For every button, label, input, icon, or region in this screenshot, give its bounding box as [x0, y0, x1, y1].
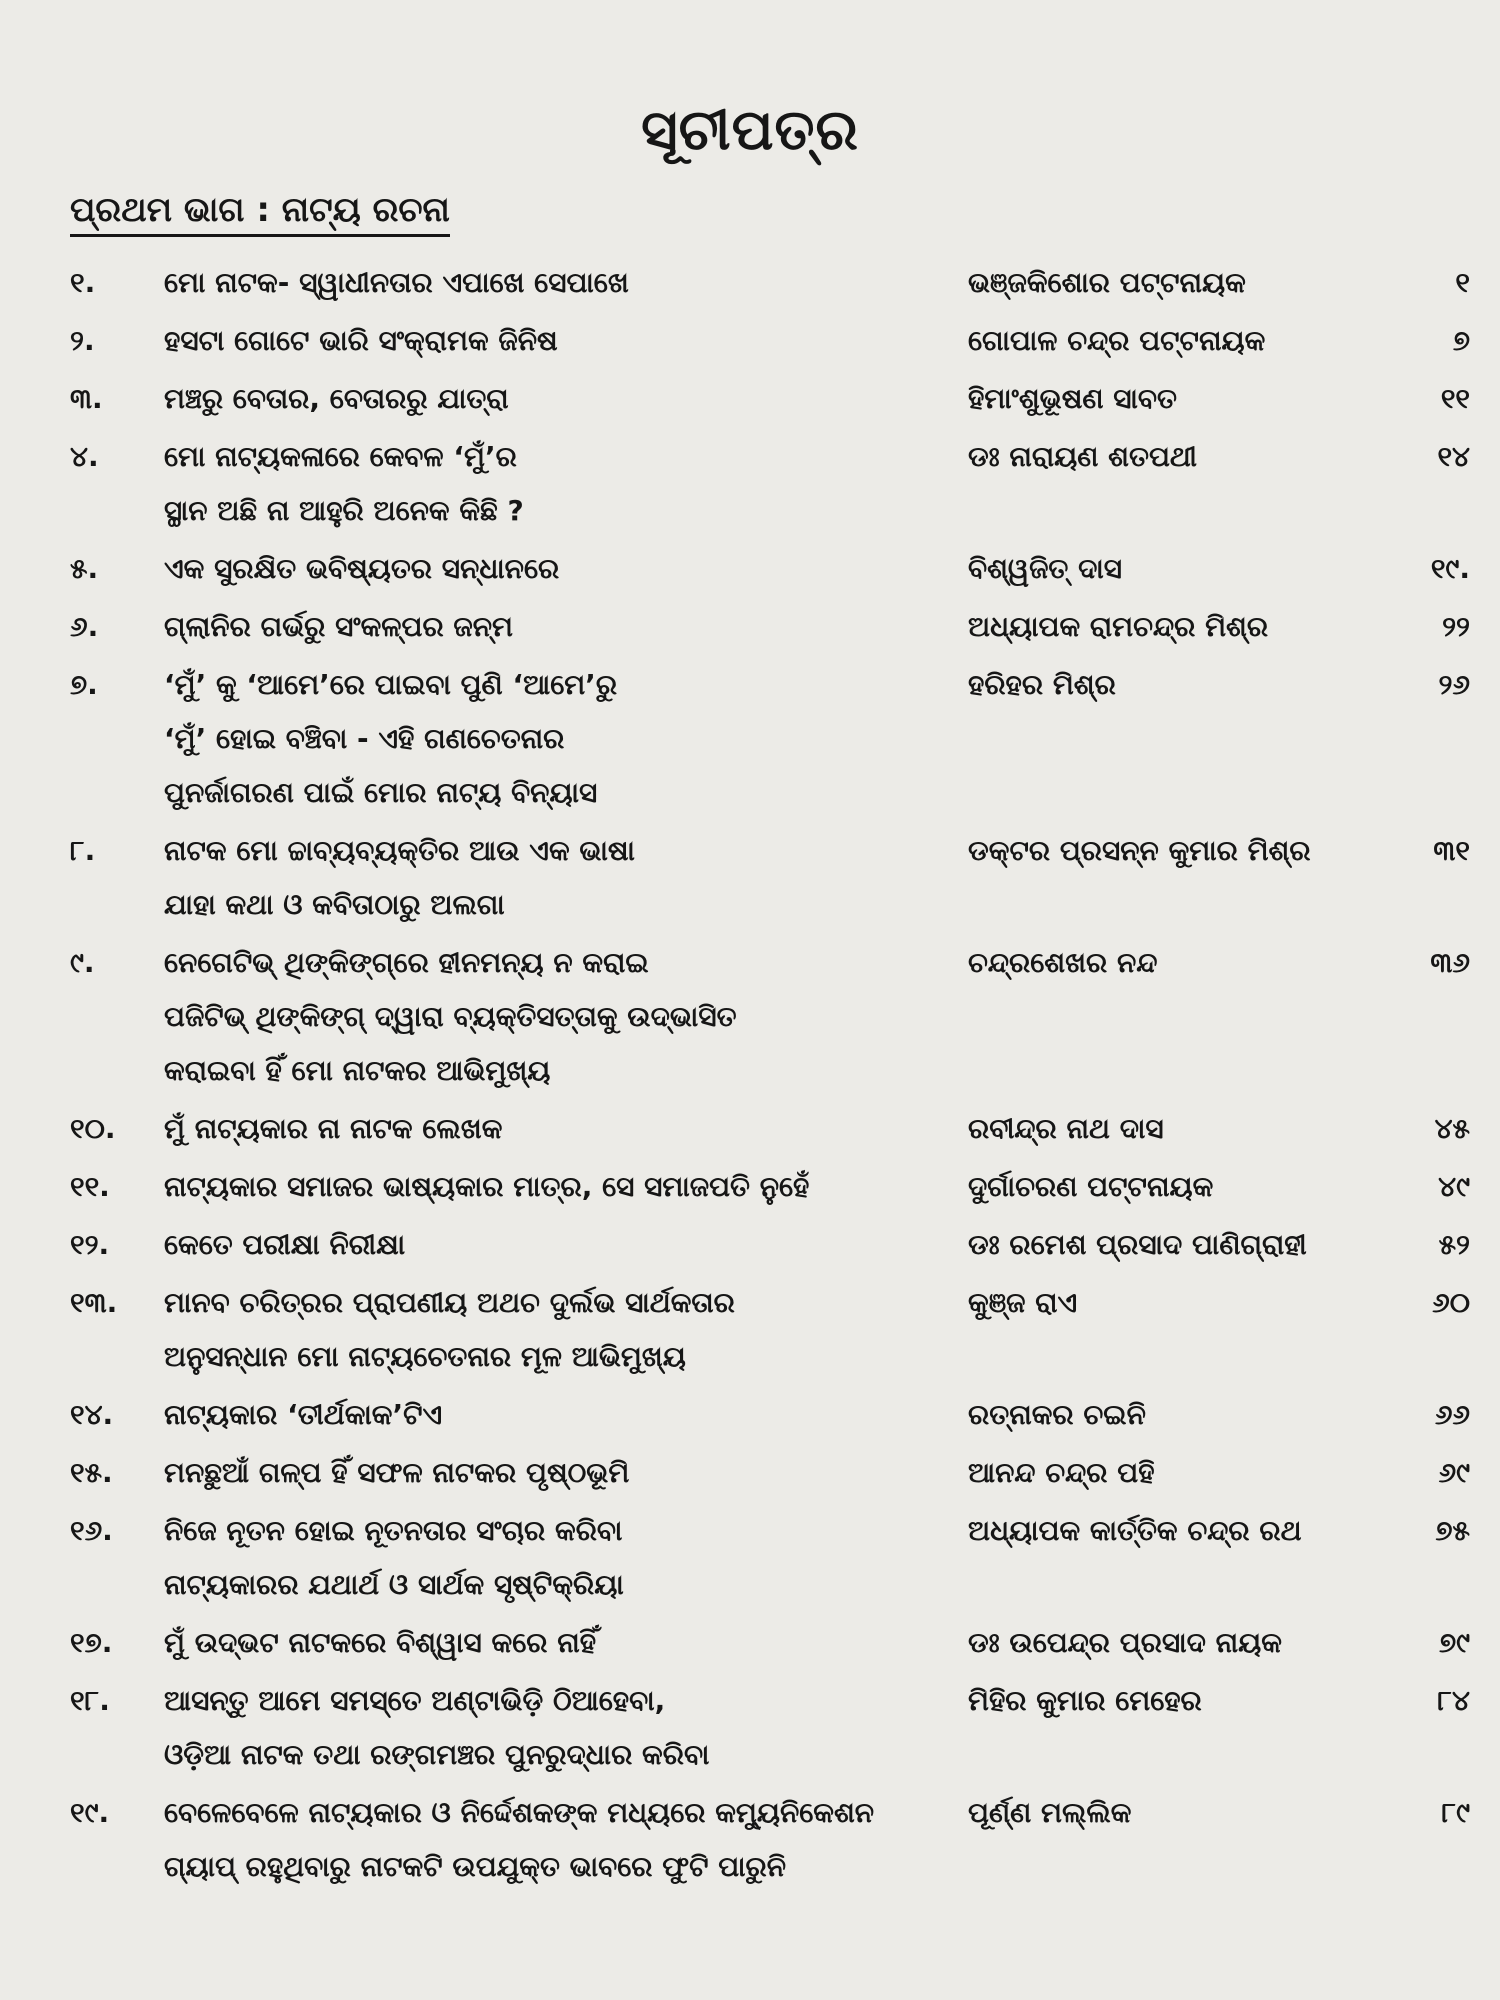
toc-entry-number: ୫.: [70, 552, 99, 585]
toc-entry: [0, 372, 1500, 430]
toc-entry-number: ୭.: [70, 668, 98, 701]
toc-entry-title-line: ‘ମୁଁ’ ହୋଇ ବଞ୍ଚିବା - ଏହି ଗଣଚେତନାର: [164, 722, 565, 755]
toc-entry-title-line: ଆସନ୍ତୁ ଆମେ ସମସ୍ତେ ଅଣ୍ଟାଭିଡ଼ି ଠିଆହେବା,: [164, 1684, 666, 1717]
toc-entry-title-line: ନିଜେ ନୂତନ ହୋଇ ନୂତନତାର ସଂଚାର କରିବା: [164, 1514, 623, 1547]
toc-entry-title-line: ମୁଁ ନାଟ୍ୟକାର ନା ନାଟକ ଲେଖକ: [164, 1112, 503, 1145]
toc-entry: [0, 1674, 1500, 1786]
toc-entry-title-line: ବେଳେବେଳେ ନାଟ୍ୟକାର ଓ ନିର୍ଦ୍ଦେଶକଙ୍କ ମଧ୍ୟରେ କମ୍ୟୁନିକେଶନ: [164, 1796, 875, 1829]
section-heading: ପ୍ରଥମ ଭାଗ : ନାଟ୍ୟ ରଚନା: [70, 190, 450, 237]
toc-entry-number: ୨.: [70, 324, 95, 357]
toc-entry-title-line: ମୋ ନାଟକ- ସ୍ୱାଧୀନତାର ଏପାଖେ ସେପାଖେ: [164, 266, 629, 299]
toc-entry-page-number: ୩୬: [1430, 946, 1470, 979]
toc-entry-title: [164, 256, 954, 310]
toc-entry-page-number: ୧୧: [1440, 382, 1470, 415]
toc-entry-title-line: ପୁନର୍ଜାଗରଣ ପାଇଁ ମୋର ନାଟ୍ୟ ବିନ୍ୟାସ: [164, 776, 598, 809]
toc-entry-author: ଡଃ ରମେଶ ପ୍ରସାଦ ପାଣିଗ୍ରାହୀ: [968, 1228, 1307, 1261]
toc-entry-number: ୧୯.: [70, 1796, 110, 1829]
toc-entry: [0, 658, 1500, 824]
toc-entry-author: ଦୁର୍ଗାଚରଣ ପଟ୍ଟନାୟକ: [968, 1170, 1214, 1203]
toc-entry-title-line: ଗ୍ଲାନିର ଗର୍ଭରୁ ସଂକଳ୍ପର ଜନ୍ମ: [164, 610, 514, 643]
toc-entry-page-number: ୧୯.: [1430, 552, 1470, 585]
toc-entry-page-number: ୭: [1452, 324, 1470, 357]
toc-entry-page-number: ୨୨: [1442, 610, 1470, 643]
toc-entry-title-line: କେତେ ପରୀକ୍ଷା ନିରୀକ୍ଷା: [164, 1228, 406, 1261]
toc-entry-title-line: ମାନବ ଚରିତ୍ରର ପ୍ରାପଣୀୟ ଅଥଚ ଦୁର୍ଲଭ ସାର୍ଥକତାର: [164, 1286, 735, 1319]
toc-entry-page-number: ୧୪: [1437, 440, 1470, 473]
toc-entry: [0, 542, 1500, 600]
toc-entry-page-number: ୭୯: [1438, 1626, 1470, 1659]
toc-entry-title-line: କରାଇବା ହିଁ ମୋ ନାଟକର ଆଭିମୁଖ୍ୟ: [164, 1054, 551, 1087]
toc-entry-page-number: ୬୯: [1438, 1456, 1470, 1489]
toc-entry-page-number: ୬୬: [1434, 1398, 1470, 1431]
toc-entry-title-line: ନାଟ୍ୟକାର ‘ତୀର୍ଥକାକ’ଟିଏ: [164, 1398, 443, 1431]
toc-entry: [0, 1504, 1500, 1616]
toc-entry-title-line: ମୁଁ ଉଦ୍ଭଟ ନାଟକରେ ବିଶ୍ୱାସ କରେ ନାହିଁ: [164, 1626, 597, 1659]
toc-entry-title: [164, 1616, 954, 1670]
toc-entry-number: ୧.: [70, 266, 96, 299]
toc-entry-title: [164, 658, 954, 820]
toc-entry: [0, 936, 1500, 1102]
toc-entry-number: ୧୩.: [70, 1286, 118, 1319]
toc-entry-title: [164, 430, 954, 538]
toc-entry-title: [164, 824, 954, 932]
toc-entry-title: [164, 372, 954, 426]
toc-entry-title-line: ନେଗେଟିଭ୍ ଥିଙ୍କିଙ୍ଗ୍‌ରେ ହୀନମନ୍ୟ ନ କରାଇ: [164, 946, 649, 979]
toc-entry-title: [164, 1276, 954, 1384]
toc-entry-author: ହରିହର ମିଶ୍ର: [968, 668, 1116, 701]
toc-entry: [0, 1102, 1500, 1160]
toc-entry-page-number: ୨୬: [1438, 668, 1470, 701]
toc-entry-title-line: ଗ୍ୟାପ୍ ରହୁଥିବାରୁ ନାଟକଟି ଉପଯୁକ୍ତ ଭାବରେ ଫୁଟି ପାରୁନି: [164, 1850, 787, 1883]
toc-entry: [0, 1616, 1500, 1674]
toc-entry-number: ୧୨.: [70, 1228, 110, 1261]
page-title: ସୂଚୀପତ୍ର: [641, 98, 859, 163]
toc-entry-author: ବିଶ୍ୱଜିତ୍ ଦାସ: [968, 552, 1123, 585]
toc-entry-title-line: ପଜିଟିଭ୍ ଥିଙ୍କିଙ୍ଗ୍ ଦ୍ୱାରା ବ୍ୟକ୍ତିସତ୍ତାକୁ ଉଦ୍ଭାସିତ: [164, 1000, 737, 1033]
toc-entry-page-number: ୭୫: [1435, 1514, 1470, 1547]
toc-entry: [0, 314, 1500, 372]
toc-entry-number: ୧୭.: [70, 1626, 113, 1659]
toc-entry-number: ୮.: [70, 834, 96, 867]
toc-entry-author: ଡଃ ଉପେନ୍ଦ୍ର ପ୍ରସାଦ ନାୟକ: [968, 1626, 1282, 1659]
toc-entry-title: [164, 1388, 954, 1442]
toc-entry-title-line: ସ୍ଥାନ ଅଛି ନା ଆହୁରି ଅନେକ କିଛି ?: [164, 494, 524, 527]
toc-entry-number: ୧୫.: [70, 1456, 113, 1489]
toc-entry-title-line: ମୋ ନାଟ୍ୟକଳାରେ କେବଳ ‘ମୁଁ’ର: [164, 440, 517, 473]
toc-entry-author: ଡକ୍ଟର ପ୍ରସନ୍ନ କୁମାର ମିଶ୍ର: [968, 834, 1311, 867]
toc-entry-title: [164, 542, 954, 596]
toc-entry-title-line: ଓଡ଼ିଆ ନାଟକ ତଥା ରଙ୍ଗମଞ୍ଚର ପୁନରୁଦ୍ଧାର କରିବା: [164, 1738, 710, 1771]
toc-entry-title-line: ଯାହା କଥା ଓ କବିତାଠାରୁ ଅଲଗା: [164, 888, 505, 921]
toc-entry-number: ୩.: [70, 382, 103, 415]
toc-entry-page-number: ୪୯: [1438, 1170, 1470, 1203]
toc-entry-title-line: ହସଟା ଗୋଟେ ଭାରି ସଂକ୍ରାମକ ଜିନିଷ: [164, 324, 558, 357]
toc-entry: [0, 600, 1500, 658]
toc-entry: [0, 1160, 1500, 1218]
toc-entry-page-number: ୮୯: [1441, 1796, 1470, 1829]
toc-entry-title-line: ‘ମୁଁ’ କୁ ‘ଆମେ’ରେ ପାଇବା ପୁଣି ‘ଆମେ’ରୁ: [164, 668, 618, 701]
toc-entry-author: କୁଞ୍ଜ ରାଏ: [968, 1286, 1078, 1319]
toc-entry-title: [164, 1674, 954, 1782]
toc-entry: [0, 1786, 1500, 1898]
toc-entry: [0, 1446, 1500, 1504]
toc-entry-author: ଚନ୍ଦ୍ରଶେଖର ନନ୍ଦ: [968, 946, 1158, 979]
toc-entry-number: ୯.: [70, 946, 95, 979]
toc-entry-title-line: ନାଟ୍ୟକାରର ଯଥାର୍ଥ ଓ ସାର୍ଥକ ସୃଷ୍ଟିକ୍ରିୟା: [164, 1568, 624, 1601]
toc-entry-page-number: ୬୦: [1432, 1286, 1470, 1319]
toc-entry-title: [164, 1218, 954, 1272]
toc-entry-author: ଭଞ୍ଜକିଶୋର ପଟ୍ଟନାୟକ: [968, 266, 1246, 299]
toc-entry-author: ଆନନ୍ଦ ଚନ୍ଦ୍ର ପହି: [968, 1456, 1155, 1489]
toc-entry: [0, 1276, 1500, 1388]
toc-entry-author: ଅଧ୍ୟାପକ କାର୍ତ୍ତିକ ଚନ୍ଦ୍ର ରଥ: [968, 1514, 1302, 1547]
toc-entry-title: [164, 936, 954, 1098]
toc-entry-author: ଅଧ୍ୟାପକ ରାମଚନ୍ଦ୍ର ମିଶ୍ର: [968, 610, 1269, 643]
toc-entry-title: [164, 314, 954, 368]
toc-entry-title: [164, 1786, 954, 1894]
toc-entry-title-line: ଅନୁସନ୍ଧାନ ମୋ ନାଟ୍ୟଚେତନାର ମୂଳ ଆଭିମୁଖ୍ୟ: [164, 1340, 686, 1373]
toc-entry-number: ୧୪.: [70, 1398, 114, 1431]
toc-entry: [0, 824, 1500, 936]
toc-entry-title: [164, 1504, 954, 1612]
toc-entry-author: ମିହିର କୁମାର ମେହେର: [968, 1684, 1202, 1717]
toc-entry-page-number: ୩୧: [1433, 834, 1470, 867]
toc-list: [0, 256, 1500, 1898]
toc-entry: [0, 1388, 1500, 1446]
toc-entry-number: ୧୬.: [70, 1514, 113, 1547]
toc-entry-title-line: ନାଟକ ମୋ ଚ୍ଚାବ୍ୟବ୍ୟକ୍ତିର ଆଉ ଏକ ଭାଷା: [164, 834, 635, 867]
toc-entry-author: ରବୀନ୍ଦ୍ର ନାଥ ଦାସ: [968, 1112, 1164, 1145]
toc-entry-number: ୬.: [70, 610, 99, 643]
toc-entry-page-number: ୫୨: [1438, 1228, 1470, 1261]
toc-entry-author: ରତ୍ନାକର ଚଇନି: [968, 1398, 1146, 1431]
toc-entry-number: ୪.: [70, 440, 99, 473]
toc-entry-title-line: ମଞ୍ଚରୁ ବେତାର, ବେତାରରୁ ଯାତ୍ରା: [164, 382, 509, 415]
toc-entry-page-number: ୮୪: [1437, 1684, 1470, 1717]
toc-entry-title: [164, 600, 954, 654]
toc-entry-title-line: ଏକ ସୁରକ୍ଷିତ ଭବିଷ୍ୟତର ସନ୍ଧାନରେ: [164, 552, 560, 585]
toc-entry-author: ପୂର୍ଣ୍ଣ ମଲ୍ଲିକ: [968, 1796, 1132, 1829]
toc-entry: [0, 256, 1500, 314]
toc-entry-page-number: ୪୫: [1434, 1112, 1470, 1145]
toc-entry-number: ୧୦.: [70, 1112, 116, 1145]
toc-entry-title-line: ନାଟ୍ୟକାର ସମାଜର ଭାଷ୍ୟକାର ମାତ୍ର, ସେ ସମାଜପତି ନୁହେଁ: [164, 1170, 810, 1203]
toc-entry-author: ଗୋପାଳ ଚନ୍ଦ୍ର ପଟ୍ଟନାୟକ: [968, 324, 1266, 357]
toc-entry-title: [164, 1160, 954, 1214]
toc-entry-title: [164, 1446, 954, 1500]
toc-entry: [0, 430, 1500, 542]
toc-entry: [0, 1218, 1500, 1276]
toc-entry-author: ଡଃ ନାରାୟଣ ଶତପଥୀ: [968, 440, 1197, 473]
toc-entry-title-line: ମନଛୁଆଁ ଗଳ୍ପ ହିଁ ସଫଳ ନାଟକର ପୃଷ୍ଠଭୂମି: [164, 1456, 630, 1489]
toc-entry-number: ୧୮.: [70, 1684, 110, 1717]
toc-entry-title: [164, 1102, 954, 1156]
toc-entry-author: ହିମାଂଶୁଭୂଷଣ ସାବତ: [968, 382, 1177, 415]
toc-entry-page-number: ୧: [1455, 266, 1470, 299]
toc-entry-number: ୧୧.: [70, 1170, 110, 1203]
